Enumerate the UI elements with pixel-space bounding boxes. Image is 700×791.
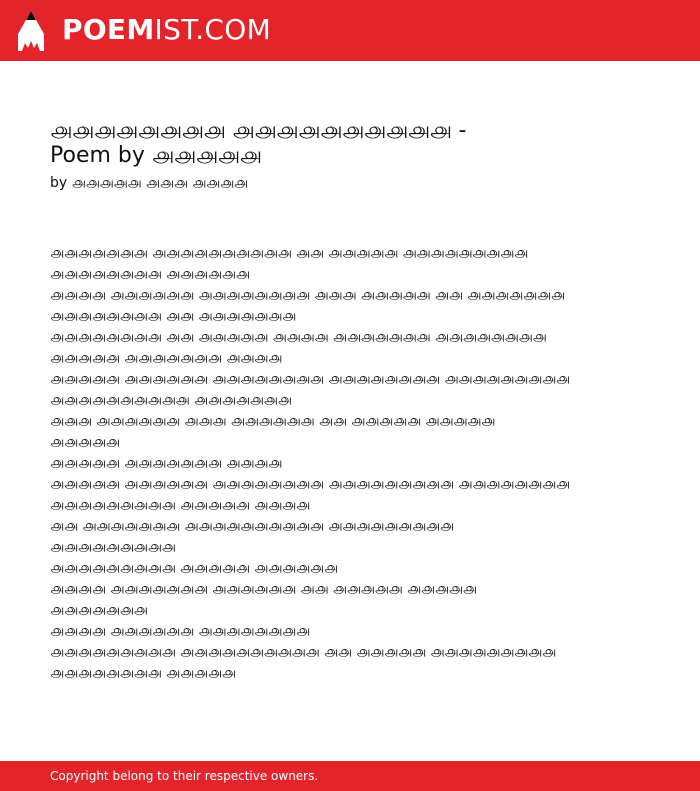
poem-line: ௮௮௮௮ ௮௮௮௮௮௮ ௮௮௮௮௮௮௮௮ ௮௮௮ ௮௮௮௮௮ ௮௮ ௮௮௮௮௮௮௮ <box>50 287 565 303</box>
poem-line: ௮௮௮௮௮௮௮௮௮௮ ௮௮௮௮௮௮௮ <box>50 392 292 408</box>
poem-line: ௮௮௮௮௮ ௮௮௮௮௮௮ ௮௮௮௮௮௮௮௮ ௮௮௮௮௮௮௮௮௮ ௮௮௮௮௮௮௮௮ <box>50 476 570 492</box>
poem-line: ௮௮௮௮௮௮௮௮௮ <box>50 539 176 555</box>
site-logo-text[interactable] <box>62 11 271 49</box>
poem-line: ௮௮௮௮௮ ௮௮௮௮௮௮௮ ௮௮௮௮ <box>50 455 283 471</box>
by-prefix: by <box>50 175 72 191</box>
poem-title: ௮௮௮௮௮௮௮௮ ௮௮௮௮௮௮௮௮௮௮ - Poem by ௮௮௮௮௮ <box>50 118 467 168</box>
poem-line: ௮௮ ௮௮௮௮௮௮௮ ௮௮௮௮௮௮௮௮௮௮ ௮௮௮௮௮௮௮௮௮ <box>50 518 454 534</box>
brand-rest: IST.COM <box>154 13 272 46</box>
poem-line: ௮௮௮௮௮௮௮௮௮ ௮௮௮௮௮௮௮௮௮௮ ௮௮ ௮௮௮௮௮ ௮௮௮௮௮௮௮௮௮ <box>50 644 556 660</box>
poem-line: ௮௮௮௮௮௮௮௮ ௮௮௮௮௮ <box>50 665 236 681</box>
author-name[interactable]: ௮௮௮௮௮ ௮௮௮ ௮௮௮௮ <box>71 175 248 191</box>
poem-line: ௮௮௮௮௮௮௮௮௮ ௮௮௮௮௮ ௮௮௮௮௮௮ <box>50 560 338 576</box>
poem-line: ௮௮௮௮௮௮௮ ௮௮௮௮௮௮௮௮௮௮ ௮௮ ௮௮௮௮௮ ௮௮௮௮௮௮௮௮௮ <box>50 245 528 261</box>
brand-bold: POEM <box>62 13 155 46</box>
copyright-notice: Copyright belong to their respective owners. <box>50 769 319 783</box>
poem-line: ௮௮௮௮ ௮௮௮௮௮௮ ௮௮௮௮௮௮௮௮ <box>50 623 310 639</box>
pen-nib-icon[interactable] <box>17 10 45 52</box>
poem-line: ௮௮௮௮௮ ௮௮௮௮௮௮ ௮௮௮௮௮௮௮௮ ௮௮௮௮௮௮௮௮ ௮௮௮௮௮௮௮௮௮ <box>50 371 570 387</box>
poem-line: ௮௮௮௮௮௮௮௮ ௮௮ ௮௮௮௮௮௮௮ <box>50 308 296 324</box>
byline <box>50 173 248 193</box>
poem-line: ௮௮௮௮௮௮௮௮ ௮௮௮௮௮௮ <box>50 266 250 282</box>
poem-body <box>50 243 570 684</box>
poem-line: ௮௮௮௮௮௮௮௮ ௮௮ ௮௮௮௮௮ ௮௮௮௮ ௮௮௮௮௮௮௮ ௮௮௮௮௮௮௮௮ <box>50 329 547 345</box>
poem-line: ௮௮௮ ௮௮௮௮௮௮ ௮௮௮ ௮௮௮௮௮௮ ௮௮ ௮௮௮௮௮ ௮௮௮௮௮ <box>50 413 496 429</box>
poem-line: ௮௮௮௮௮ ௮௮௮௮௮௮௮ ௮௮௮௮ <box>50 350 283 366</box>
poem-line: ௮௮௮௮ ௮௮௮௮௮௮௮ ௮௮௮௮௮௮ ௮௮ ௮௮௮௮௮ ௮௮௮௮௮ <box>50 581 477 597</box>
poem-line: ௮௮௮௮௮௮௮ <box>50 602 148 618</box>
site-header <box>0 0 700 61</box>
poem-line: ௮௮௮௮௮௮௮௮௮ ௮௮௮௮௮ ௮௮௮௮ <box>50 497 310 513</box>
poem-line: ௮௮௮௮௮ <box>50 434 120 450</box>
site-footer <box>0 761 700 791</box>
